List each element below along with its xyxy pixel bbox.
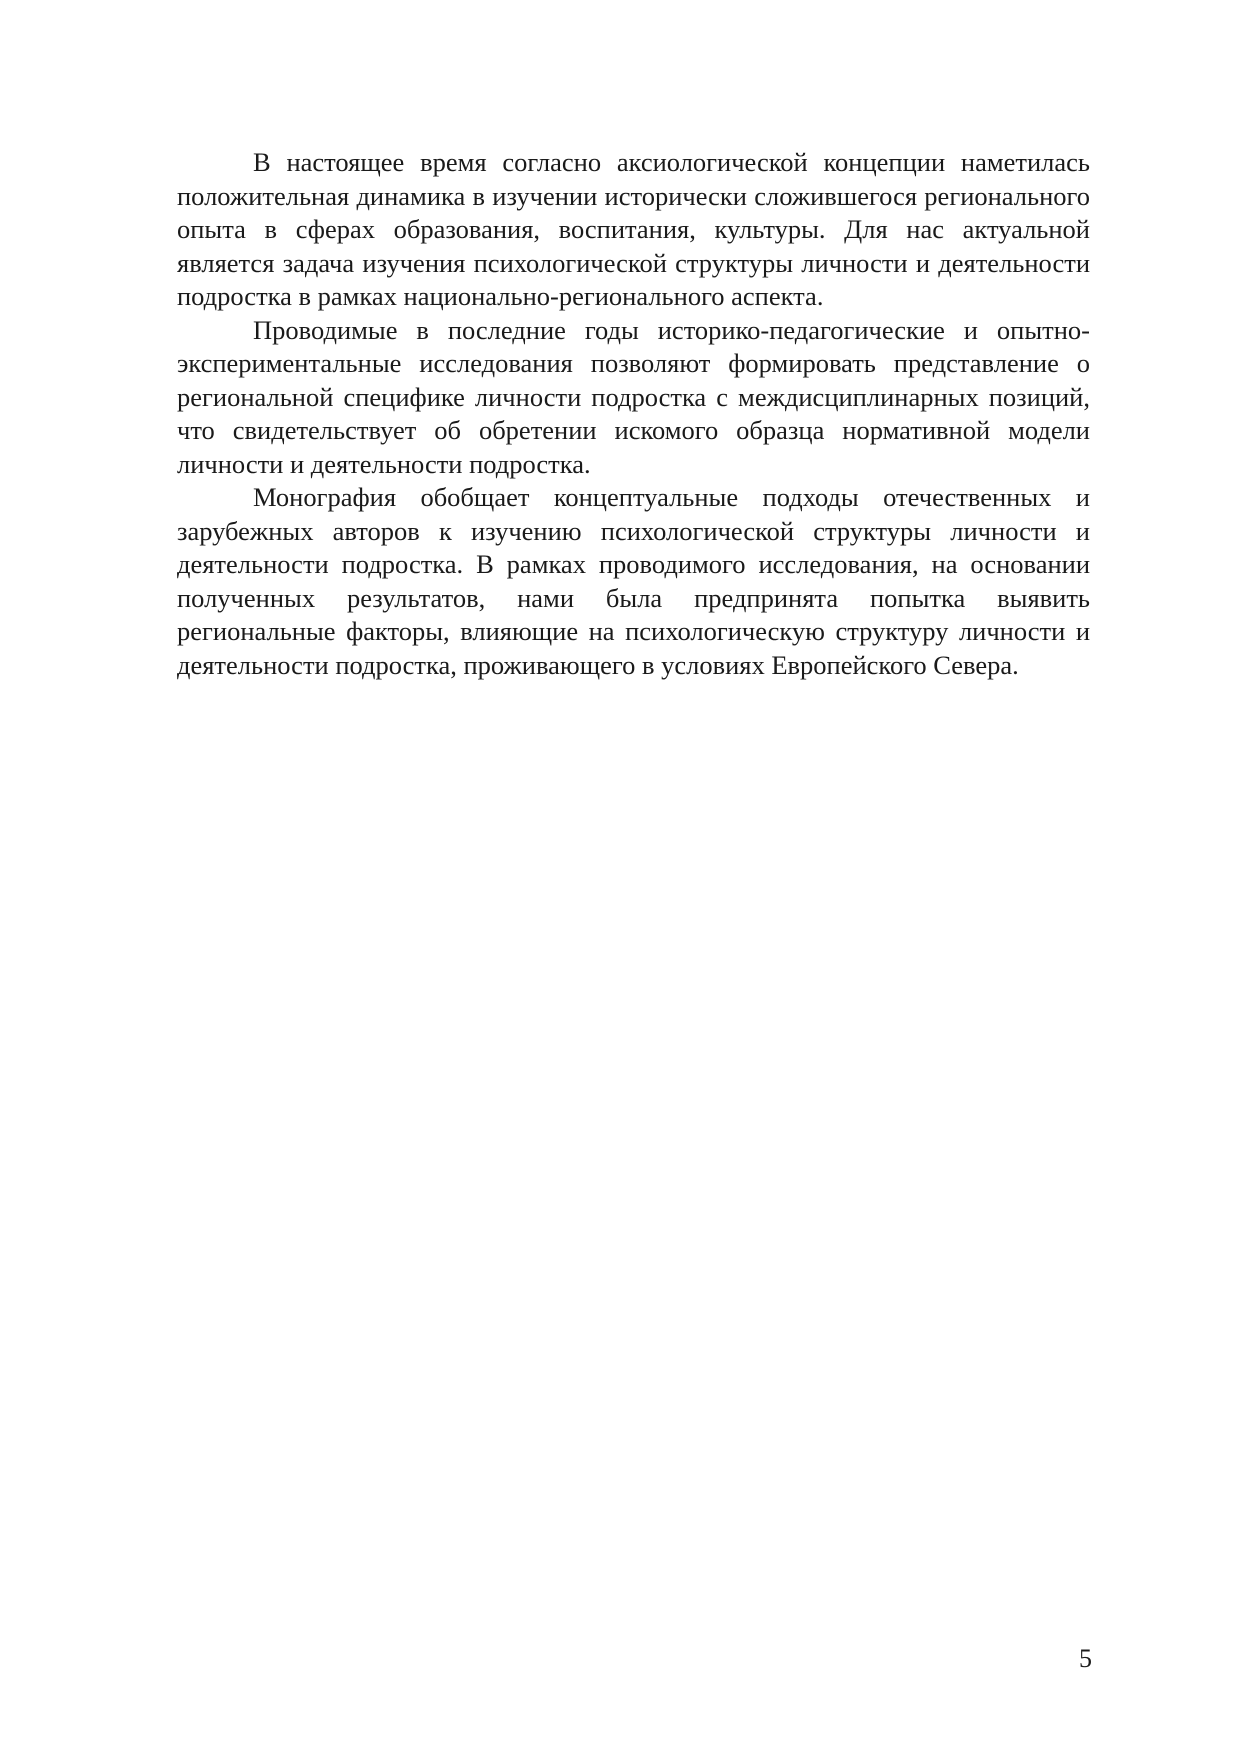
paragraph-3: Монография обобщает концептуальные подходы отечественных и зарубежных авторов к изучению психологической структуры личности и деятельности подростка. В рамках проводимого исследования, на основании полученных результатов, нами была предпринята попытка выявить региональные факторы, влияющие на психологическую структуру личности и деятельности подростка, проживающего в условиях Европейского Севера. [177,482,1090,680]
page-body [177,146,1090,682]
paragraph-1: В настоящее время согласно аксиологической концепции наметилась положительная динамика в изучении исторически сложившегося регионального опыта в сферах образования, воспитания, культуры. Для нас актуальной является задача изучения психологической структуры личности и деятельности подростка в рамках национально-регионального аспекта. [177,147,1090,311]
page-number: 5 [1079,1644,1092,1673]
paragraph-2: Проводимые в последние годы историко-педагогические и опытно-экспериментальные исследования позволяют формировать представление о региональной специфике личности подростка с междисциплинарных позиций, что свидетельствует об обретении искомого образца нормативной модели личности и деятельности подростка. [177,314,1090,479]
